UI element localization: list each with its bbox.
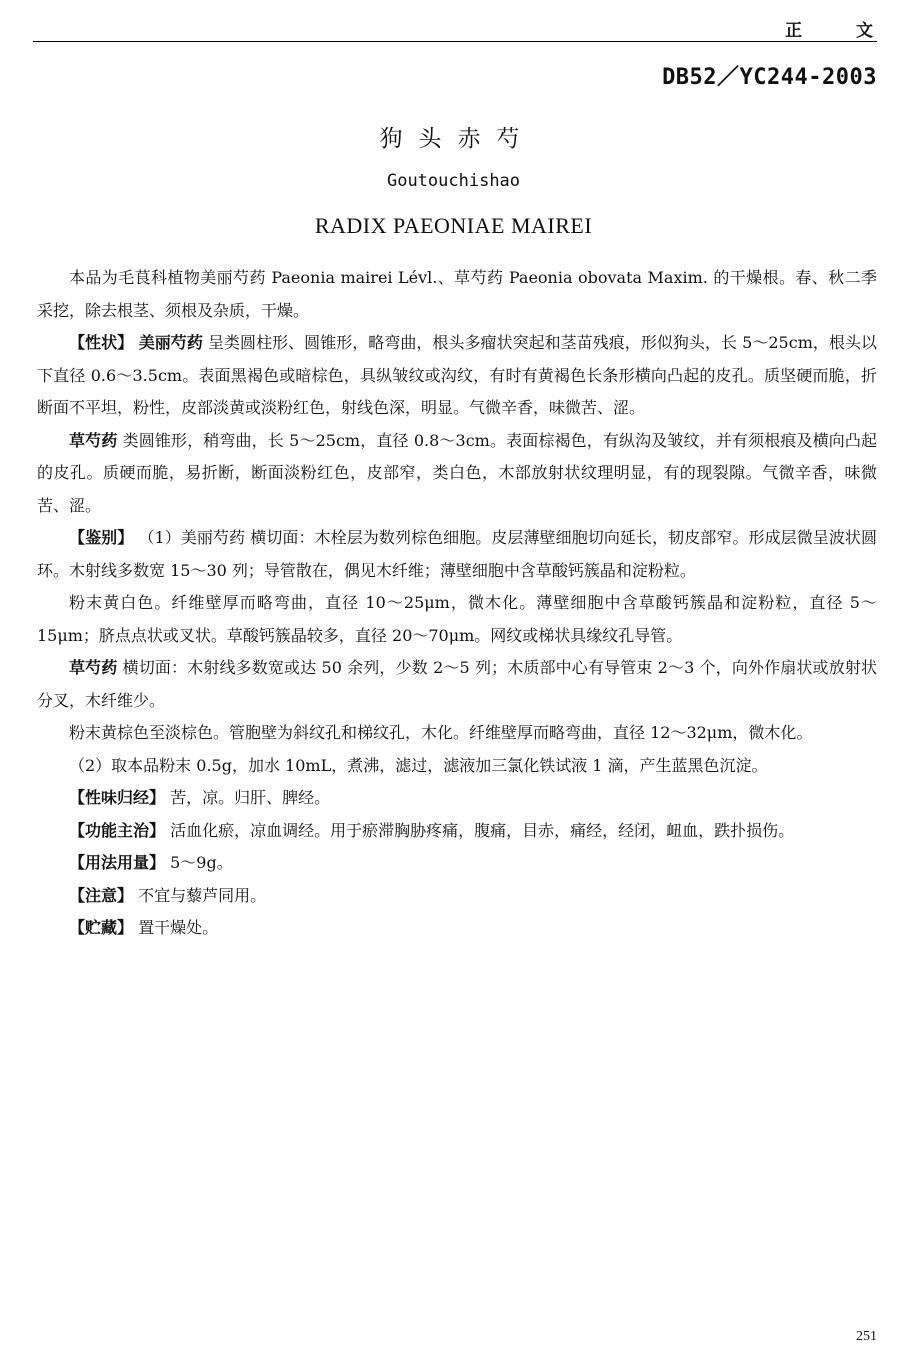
paragraph-storage: 【贮藏】 置干燥处。 [69,918,219,937]
section-label: 正 文 [785,21,897,41]
paragraph-cross-section-caoshao: 草芍药 横切面：木射线多数宽或达 50 余列，少数 2～5 列；木质部中心有导管束 2～3 个，向外作扇状或放射状分叉，木纤维少。 [37,658,877,710]
title-chinese: 狗头赤芍 [379,126,536,152]
paragraph-powder-caoshao: 粉末黄棕色至淡棕色。管胞壁为斜纹孔和梯纹孔，木化。纤维壁厚而略弯曲，直径 12～32μm，微木化。 [69,723,813,742]
monograph-body [37,262,877,945]
section-heading: 【注意】 [69,885,134,905]
paragraph-powder-meili: 粉末黄白色。纤维壁厚而略弯曲，直径 10～25μm，微木化。薄壁细胞中含草酸钙簇晶和淀粉粒，直径 5～15μm；脐点点状或叉状。草酸钙簇晶较多，直径 20～70μm。网纹或梯状具缘纹孔导管。 [37,593,877,645]
section-heading: 【用法用量】 [69,853,166,872]
section-heading: 【贮藏】 [69,918,134,937]
paragraph-intro: 本品为毛茛科植物美丽芍药 Paeonia mairei Lévl.、草芍药 Paeonia obovata Maxim. 的干燥根。春、秋二季采挖，除去根茎、须根及杂质，干燥。 [37,268,877,320]
paragraph-dosage: 【用法用量】 5～9g。 [69,853,233,872]
paragraph-functions: 【功能主治】 活血化瘀，凉血调经。用于瘀滞胸胁疼痛，腹痛，目赤，痛经，经闭，衄血，跌扑损伤。 [69,820,795,840]
section-heading: 【鉴别】 [69,528,134,547]
header-divider [33,41,877,42]
paragraph-precaution: 【注意】 不宜与藜芦同用。 [69,885,267,905]
section-heading: 【性状】 美丽芍药 [69,333,203,352]
paragraph-nature-meridian: 【性味归经】 苦，凉。归肝、脾经。 [69,788,331,807]
paragraph-description-meili: 【性状】 美丽芍药 呈类圆柱形、圆锥形，略弯曲，根头多瘤状突起和茎苗残痕，形似狗头，长 5～25cm，根头以下直径 0.6～3.5cm。表面黑褐色或暗棕色，具纵皱纹或沟纹，有时有黄褐色长条形横向凸起的皮孔。质坚硬而脆，折断面不平坦，粉性，皮部淡黄或淡粉红色，射线色深，明显。气微辛香，味微苦、涩。 [37,333,877,417]
paragraph-description-caoshao: 草芍药 类圆锥形，稍弯曲，长 5～25cm，直径 0.8～3cm。表面棕褐色，有纵沟及皱纹，并有须根痕及横向凸起的皮孔。质硬而脆，易折断，断面淡粉红色，皮部窄，类白色，木部放射状纹理明显，有的现裂隙。气微辛香，味微苦、涩。 [37,430,877,515]
section-heading: 草芍药 [69,658,118,677]
paragraph-identification-1: 【鉴别】 （1）美丽芍药 横切面：木栓层为数列棕色细胞。皮层薄壁细胞切向延长，韧皮部窄。形成层微呈波状圆环。木射线多数宽 15～30 列；导管散在，偶见木纤维；薄壁细胞中含草酸钙簇晶和淀粉粒。 [37,528,877,580]
section-heading: 【功能主治】 [69,820,166,840]
section-heading: 【性味归经】 [69,788,166,807]
page-number: 251 [856,1329,877,1344]
paragraph-identification-2: （2）取本品粉末 0.5g，加水 10mL，煮沸，滤过，滤液加三氯化铁试液 1 滴，产生蓝黑色沉淀。 [69,755,768,775]
title-latin: RADIX PAEONIAE MAIREI [314,213,593,238]
title-pinyin: Goutouchishao [386,171,521,191]
standard-number: DB52／YC244-2003 [662,65,877,90]
section-heading: 草芍药 [69,430,118,450]
